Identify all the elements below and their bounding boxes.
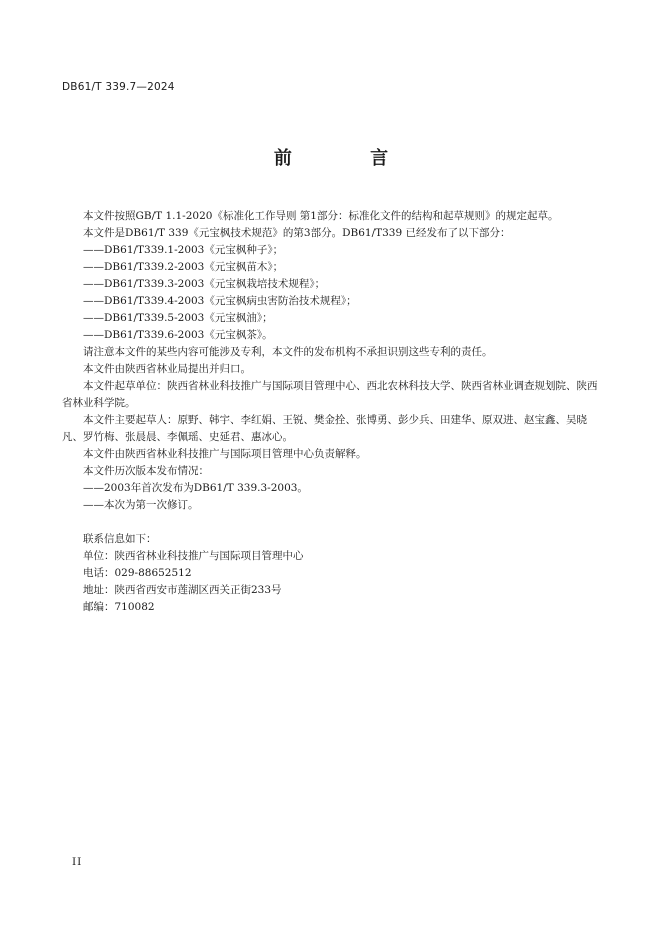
paragraph-drafting-units: 本文件起草单位：陕西省林业科技推广与国际项目管理中心、西北农林科技大学、陕西省林业调查规划院、陕西省林业科学院。 [62, 380, 598, 409]
list-item-history-2: ——本次为第一次修订。 [83, 499, 199, 511]
paragraph-patent-notice: 请注意本文件的某些内容可能涉及专利，本文件的发布机构不承担识别这些专利的责任。 [83, 346, 493, 358]
paragraph-series-info: 本文件是DB61/T 339《元宝枫技术规范》的第3部分。DB61/T339 已经发布了以下部分： [83, 227, 511, 239]
paragraph-proposer: 本文件由陕西省林业局提出并归口。 [83, 363, 251, 375]
contact-address: 地址：陕西省西安市莲湖区西关正街233号 [83, 584, 282, 596]
contact-heading: 联系信息如下： [83, 533, 157, 545]
list-item-part-3: ——DB61/T339.3-2003《元宝枫栽培技术规程》； [83, 278, 326, 290]
page-title: 前 言 [273, 148, 425, 169]
list-item-part-4: ——DB61/T339.4-2003《元宝枫病虫害防治技术规程》； [83, 295, 357, 307]
paragraph-drafters: 本文件主要起草人：原野、韩宇、李红娟、王锐、樊金拴、张博勇、彭少兵、田建华、原双进、赵宝鑫、吴晓凡、罗竹梅、张晨晨、李佩瑶、史延君、惠冰心。 [62, 414, 587, 443]
page-number: II [72, 856, 83, 868]
foreword-body [62, 208, 604, 616]
list-item-part-5: ——DB61/T339.5-2003《元宝枫油》； [83, 312, 273, 324]
list-item-part-1: ——DB61/T339.1-2003《元宝枫种子》； [83, 244, 284, 256]
list-item-part-2: ——DB61/T339.2-2003《元宝枫苗木》； [83, 261, 284, 273]
list-item-part-6: ——DB61/T339.6-2003《元宝枫茶》。 [83, 329, 273, 341]
contact-postcode: 邮编：710082 [83, 601, 155, 613]
contact-phone: 电话：029-88652512 [83, 567, 192, 579]
list-item-history-1: ——2003年首次发布为DB61/T 339.3-2003。 [83, 482, 308, 494]
document-code: DB61/T 339.7—2024 [62, 81, 175, 93]
section-spacer [62, 514, 604, 531]
paragraph-drafting-rules: 本文件按照GB/T 1.1-2020《标准化工作导则 第1部分：标准化文件的结构和起草规则》的规定起草。 [83, 210, 559, 222]
paragraph-interpretation: 本文件由陕西省林业科技推广与国际项目管理中心负责解释。 [83, 448, 367, 460]
contact-unit: 单位：陕西省林业科技推广与国际项目管理中心 [83, 550, 304, 562]
paragraph-version-history: 本文件历次版本发布情况： [83, 465, 209, 477]
